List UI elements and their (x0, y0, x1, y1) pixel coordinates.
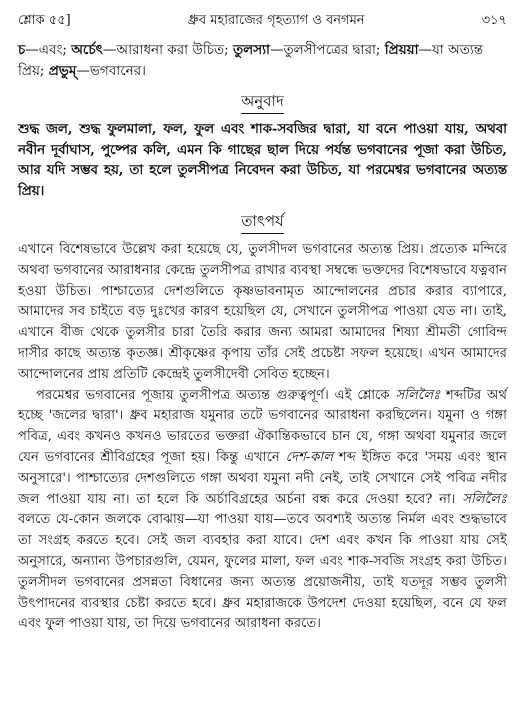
translation-heading: অনুবাদ (18, 90, 507, 114)
synonym-term: প্রিয়য়া (384, 42, 419, 58)
synonyms-paragraph (18, 40, 507, 82)
header-chapter-title: ধ্রুব মহারাজের গৃহত্যাগ ও বনগমন (187, 13, 365, 28)
synonym-meaning: —যা অত্যন্ত প্রিয়; (18, 42, 484, 79)
purport-paragraph-2: পরমেশ্বর ভগবানের পূজায় তুলসীপত্র অত্যন্ত গুরুত্বপূর্ণ। এই শ্লোকে সলিলৈঃ শব্দটির অর্থ হচ্ছে 'জলের দ্বারা'। ধ্রুব মহারাজ যমুনার তটে ভগবানের আরাধনা করছিলেন। যমুনা ও গঙ্গা পবিত্র, এবং কখনও কখনও ভারতের ভক্তরা ঐকান্তিকভাবে চান যে, গঙ্গা অথবা যমুনার জলে যেন ভগবানের শ্রীবিগ্রহের পূজা হয়। কিন্তু এখানে দেশ-কাল শব্দ ইঙ্গিত করে 'সময় এবং স্থান অনুসারে'। পাশ্চাত্যের দেশগুলিতে গঙ্গা অথবা যমুনা নদী নেই, তাই সেখানে সেই পবিত্র নদীর জল পাওয়া যায় না। তা হলে কি অর্চাবিগ্রহের অর্চনা বন্ধ করে দেওয়া হবে? না। সলিলৈঃ বলতে যে-কোন জলকে বোঝায়—যা পাওয়া যায়—তবে অবশ্যই অত্যন্ত নির্মল এবং শুদ্ধভাবে তা সংগ্রহ করতে হবে। সেই জল ব্যবহার করা যাবে। দেশ এবং কখন কি পাওয়া যায় সেই অনুসারে, অন্যান্য উপচারগুলি, যেমন, ফুলের মালা, ফল এবং শাক-সবজি সংগ্রহ করা উচিত। তুলসীদল ভগবানের প্রসন্নতা বিধানের জন্য অত্যন্ত প্রয়োজনীয়, তাই যতদূর সম্ভব তুলসী উৎপাদনের ব্যবস্থার চেষ্টা করতে হবে। ধ্রুব মহারাজকে উপদেশ দেওয়া হয়েছিল, বনে যে ফল এবং ফুল পাওয়া যায়, তা দিয়ে ভগবানের আরাধনা করতে। (18, 387, 507, 632)
page-number: ৩১৭ (481, 13, 507, 28)
synonym-meaning: —তুলসীপত্রের দ্বারা; (269, 42, 385, 58)
sanskrit-term: দেশ-কাল (285, 449, 334, 465)
synonym-term: তুলস্যা (233, 42, 270, 58)
sanskrit-term: সলিলৈঃ (462, 491, 507, 507)
sanskrit-term: সলিলৈঃ (395, 387, 441, 403)
purport-heading: তাৎপর্য (18, 210, 507, 234)
synonym-term: অর্চেৎ (71, 42, 103, 58)
running-header (18, 8, 507, 34)
synonym-meaning: —এবং; (25, 42, 72, 58)
header-verse-ref: শ্লোক ৫৫] (18, 13, 71, 28)
synonym-meaning: —আরাধনা করা উচিত; (102, 42, 233, 58)
purport-body (18, 240, 507, 635)
synonym-term: প্রভুম্ (48, 63, 77, 79)
translation-text: শুদ্ধ জল, শুদ্ধ ফুলমালা, ফল, ফুল এবং শাক-সবজির দ্বারা, যা বনে পাওয়া যায়, অথবা নবীন দূর্বাঘাস, পুষ্পের কলি, এমন কি গাছের ছাল দিয়ে পর্যন্ত ভগবানের পূজা করা উচিত, আর যদি সম্ভব হয়, তা হলে তুলসীপত্র নিবেদন করা উচিত, যা পরমেশ্বর ভগবানের অত্যন্ত প্রিয়। (18, 122, 507, 199)
synonym-meaning: —ভগবানের। (76, 63, 146, 79)
synonym-term: চ (18, 42, 26, 58)
purport-paragraph-1: এখানে বিশেষভাবে উল্লেখ করা হয়েছে যে, তুলসীদল ভগবানের অত্যন্ত প্রিয়। প্রত্যেক মন্দিরে অথবা ভগবানের আরাধনার কেন্দ্রে তুলসীপত্র রাখার ব্যবস্থা সম্বন্ধে ভক্তদের বিশেষভাবে যত্নবান হওয়া উচিত। পাশ্চাত্যের দেশগুলিতে কৃষ্ণভাবনামৃত আন্দোলনের প্রচার করার ব্যাপারে, আমাদের সব চাইতে বড় দুঃখের কারণ হয়েছিল যে, সেখানে তুলসীপত্র পাওয়া যেত না। তাই, এখানে বীজ থেকে তুলসীর চারা তৈরি করার জন্য আমরা আমাদের শিষ্যা শ্রীমতী গোবিন্দ দাসীর কাছে অত্যন্ত কৃতজ্ঞ। শ্রীকৃষ্ণের কৃপায় তাঁর সেই প্রচেষ্টা সফল হয়েছে। এখন আমাদের আন্দোলনের প্রায় প্রতিটি কেন্দ্রেই তুলসীদেবী সেবিত হচ্ছেন। (18, 242, 507, 382)
